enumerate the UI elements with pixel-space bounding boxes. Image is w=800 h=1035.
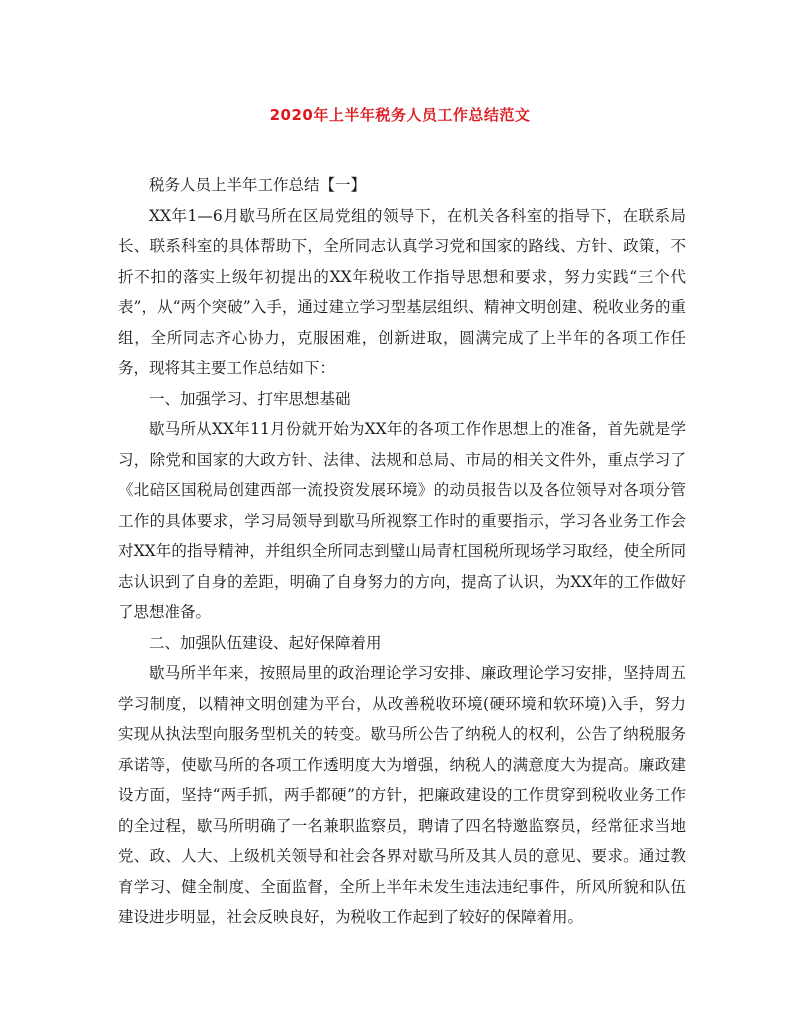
study-paragraph: 歇马所从XX年11月份就开始为XX年的各项工作作思想上的准备，首先就是学习，除党和国家的大政方针、法律、法规和总局、市局的相关文件外，重点学习了《北碚区国税局创建西部一流投资发展环境》的动员报告以及各位领导对各项分管工作的具体要求，学习局领导到歇马所视察工作时的重要指示，学习各业务工作会对XX年的指导精神，并组织全所同志到璧山局青杠国税所现场学习取经，使全所同志认识到了自身的差距，明确了自身努力的方向，提高了认识，为XX年的工作做好了思想准备。 (118, 420, 686, 621)
intro-paragraph: XX年1—6月歇马所在区局党组的领导下，在机关各科室的指导下，在联系局长、联系科室的具体帮助下，全所同志认真学习党和国家的路线、方针、政策，不折不扣的落实上级年初提出的XX年税收工作指导思想和要求，努力实践“三个代表”，从“两个突破”入手，通过建立学习型基层组织、精神文明创建、税收业务的重组，全所同志齐心协力，克服困难，创新进取，圆满完成了上半年的各项工作任务，现将其主要工作总结如下： (118, 206, 686, 377)
section-heading-summary-one: 税务人员上半年工作总结【一】 (149, 176, 367, 194)
document-body (118, 170, 686, 933)
team-paragraph: 歇马所半年来，按照局里的政治理论学习安排、廉政理论学习安排，坚持周五学习制度，以精神文明创建为平台，从改善税收环境(硬环境和软环境)入手，努力实现从执法型向服务型机关的转变。歇马所公告了纳税人的权利，公告了纳税服务承诺等，使歇马所的各项工作透明度大为增强，纳税人的满意度大为提高。廉政建设方面，坚持“两手抓，两手都硬”的方针，把廉政建设的工作贯穿到税收业务工作的全过程，歇马所明确了一名兼职监察员，聘请了四名特邀监察员，经常征求当地党、政、人大、上级机关领导和社会各界对歇马所及其人员的意见、要求。通过教育学习、健全制度、全面监督，全所上半年未发生违法违纪事件，所风所貌和队伍建设进步明显，社会反映良好，为税收工作起到了较好的保障着用。 (118, 664, 686, 926)
section-heading-team: 二、加强队伍建设、起好保障着用 (149, 633, 382, 652)
section-heading-study: 一、加强学习、打牢思想基础 (149, 389, 351, 408)
document-title: 2020年上半年税务人员工作总结范文 (269, 106, 531, 124)
